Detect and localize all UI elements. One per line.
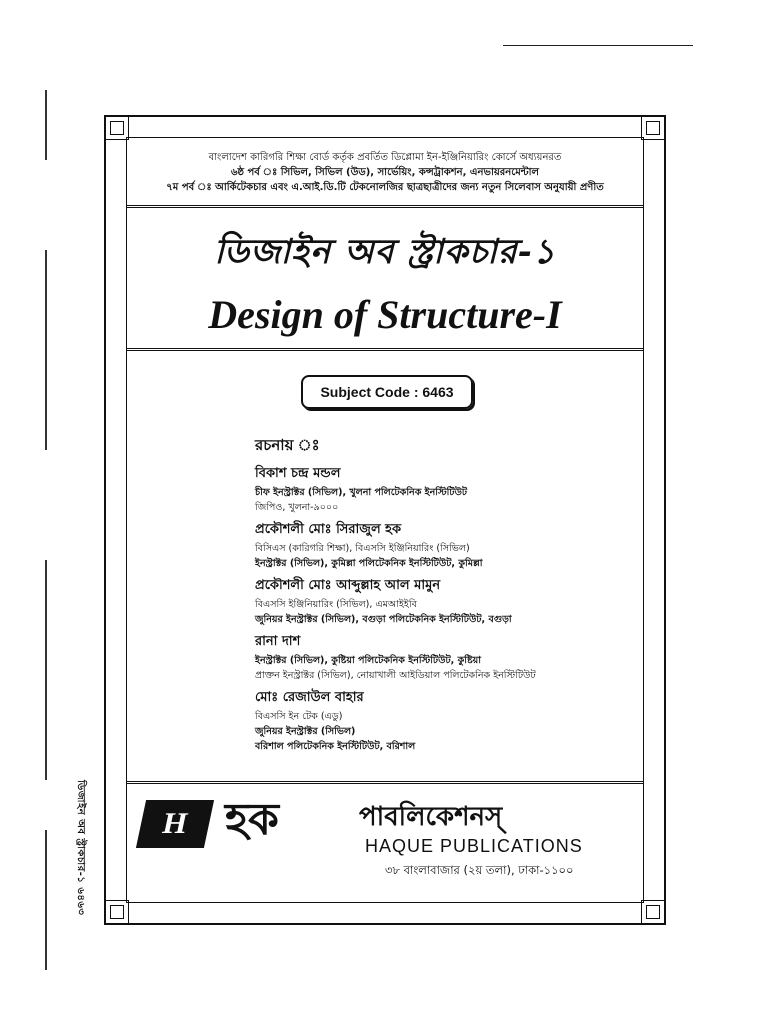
author-detail: জিপিও, খুলনা-৯০০০ xyxy=(255,502,339,513)
author-name: বিকাশ চন্দ্র মন্ডল xyxy=(255,466,341,481)
margin-mark xyxy=(45,250,47,450)
publisher-name-bengali: পাবলিকেশনস্ xyxy=(359,802,503,832)
header-line-2: ৬ষ্ঠ পর্ব ঃ সিভিল, সিভিল (উড), সার্ভেয়িং, কন্সট্রাকশন, এনভায়রনমেন্টাল xyxy=(230,167,539,178)
author-detail: চীফ ইনস্ট্রাক্টর (সিভিল), খুলনা পলিটেকনিক ইনস্টিটিউট xyxy=(255,487,468,498)
header-block xyxy=(127,138,643,208)
author-name: রানা দাশ xyxy=(255,634,301,649)
author-name: প্রকৌশলী মোঃ আব্দুল্লাহ আল মামুন xyxy=(255,578,441,593)
corner-ornament xyxy=(105,900,129,924)
publisher-name-english: HAQUE PUBLICATIONS xyxy=(365,836,583,856)
author-detail: বিএসসি ইন টেক (এডু) xyxy=(255,711,343,722)
corner-ornament xyxy=(641,116,665,140)
author-detail: জুনিয়র ইনস্ট্রাক্টর (সিভিল), বগুড়া পলিটেকনিক ইনস্টিটিউট, বগুড়া xyxy=(255,614,512,625)
authors-section xyxy=(255,434,633,754)
author-detail: বিসিএস (কারিগরি শিক্ষা), বিএসসি ইঞ্জিনিয়ারিং (সিভিল) xyxy=(255,543,470,554)
author-detail: জুনিয়র ইনস্ট্রাক্টর (সিভিল) xyxy=(255,726,356,737)
cover-frame xyxy=(126,137,644,903)
title-english: Design of Structure-I xyxy=(208,292,562,337)
publisher-logo: H xyxy=(136,800,214,848)
author-name: প্রকৌশলী মোঃ সিরাজুল হক xyxy=(255,522,402,537)
title-bengali: ডিজাইন অব স্ট্রাকচার-১ xyxy=(214,232,556,272)
author-detail: প্রাক্তন ইনস্ট্রাক্টর (সিভিল), নোয়াখালী আইডিয়াল পলিটেকনিক ইনস্টিটিউট xyxy=(255,670,536,681)
author-detail: ইনস্ট্রাক্টর (সিভিল), কুমিল্লা পলিটেকনিক ইনস্টিটিউট, কুমিল্লা xyxy=(255,558,483,569)
publisher-block xyxy=(127,781,643,902)
title-block xyxy=(127,208,643,351)
author-detail: ইনস্ট্রাক্টর (সিভিল), কুষ্টিয়া পলিটেকনিক ইনস্টিটিউট, কুষ্টিয়া xyxy=(255,655,481,666)
author-detail: বিএসসি ইঞ্জিনিয়ারিং (সিভিল), এমআইইবি xyxy=(255,599,417,610)
header-line-1: বাংলাদেশ কারিগরি শিক্ষা বোর্ড কর্তৃক প্রবর্তিত ডিপ্লোমা ইন-ইঞ্জিনিয়ারিং কোর্সে অধ্যয়নরত xyxy=(208,152,562,163)
header-line-3: ৭ম পর্ব ঃ আর্কিটেকচার এবং এ.আই.ডি.টি টেকনোলজির ছাত্রছাত্রীদের জন্য নতুন সিলেবাস অনুযায়ী প্রণীত xyxy=(166,182,604,193)
corner-ornament xyxy=(641,900,665,924)
book-spine xyxy=(70,780,92,940)
margin-mark xyxy=(45,830,47,970)
margin-mark xyxy=(45,560,47,780)
margin-mark xyxy=(45,90,47,160)
authors-lead: রচনায় ঃ xyxy=(255,436,320,454)
author-name: মোঃ রেজাউল বাহার xyxy=(255,690,364,705)
spine-text: ডিজাইন অব স্ট্রাকচার-১ ৬৪৬৩ xyxy=(75,780,86,916)
book-cover xyxy=(104,115,666,925)
subject-code-badge: Subject Code : 6463 xyxy=(301,375,473,409)
author-detail: বরিশাল পলিটেকনিক ইনস্টিটিউট, বরিশাল xyxy=(255,741,416,752)
publisher-name-bengali-large: হক xyxy=(225,794,279,845)
top-rule xyxy=(503,45,693,46)
publisher-address: ৩৮ বাংলাবাজার (২য় তলা), ঢাকা-১১০০ xyxy=(385,863,574,877)
